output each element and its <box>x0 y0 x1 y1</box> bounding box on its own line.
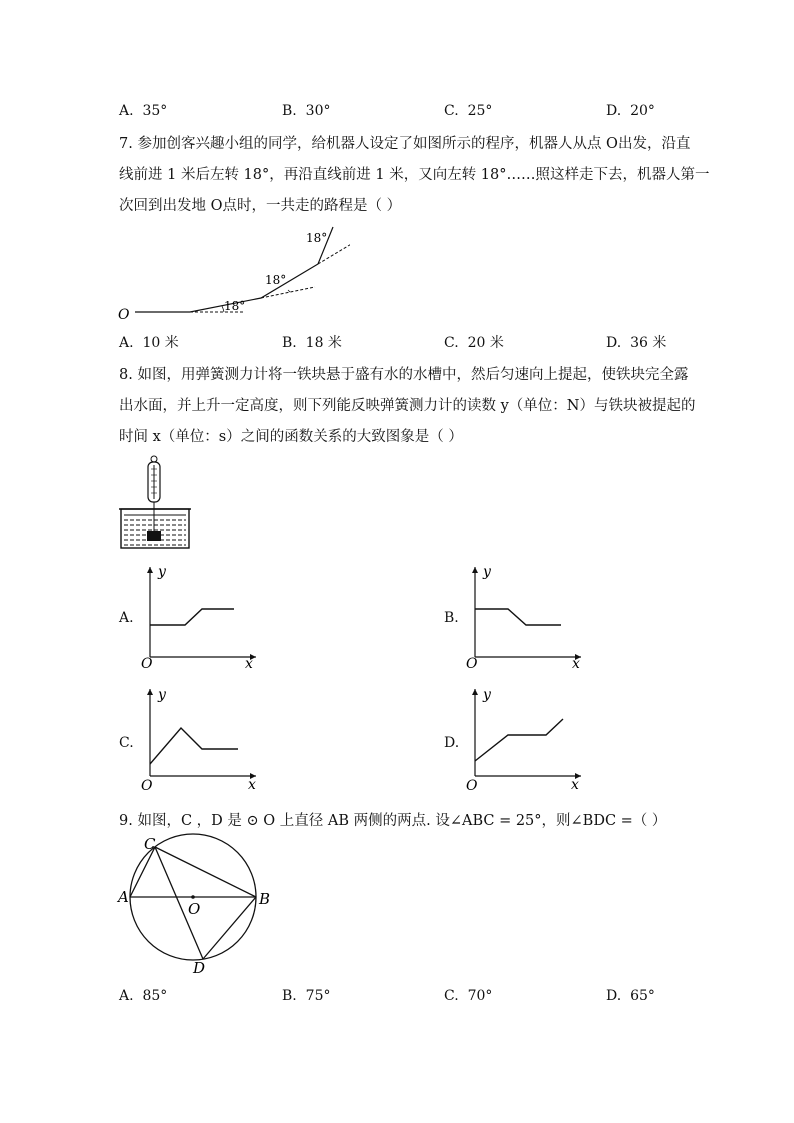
q9-option-b[interactable]: B. 75° <box>282 988 331 1004</box>
svg-text:O: O <box>141 778 153 794</box>
svg-text:y: y <box>483 564 491 580</box>
q8-spring-scale-figure <box>118 455 194 551</box>
q8-text-line-2: 出水面，并上升一定高度，则下列能反映弹簧测力计的读数 y（单位：N）与铁块被提起的 <box>119 398 696 414</box>
q8-graph-b[interactable] <box>461 562 586 670</box>
q9-circle-figure <box>114 832 274 978</box>
svg-text:x: x <box>245 656 253 670</box>
svg-text:x: x <box>571 777 579 793</box>
svg-text:C: C <box>144 835 156 853</box>
q7-text-line-3: 次回到出发地 O点时，一共走的路程是（ ） <box>119 198 402 214</box>
q7-angle-label-2: 18° <box>265 273 287 287</box>
q7-text-line-1: 7. 参加创客兴趣小组的同学，给机器人设定了如图所示的程序，机器人从点 O出发，沿直 <box>119 136 691 152</box>
q8-graph-a[interactable] <box>136 562 261 670</box>
q9-option-d[interactable]: D. 65° <box>606 988 655 1004</box>
svg-text:y: y <box>158 687 166 703</box>
q9-text-line-1: 9. 如图，C ，D 是 ⊙ O 上直径 AB 两侧的两点. 设∠ABC = 25°，则∠BDC =（ ） <box>119 813 667 829</box>
q6-option-d[interactable]: D. 20° <box>606 103 655 119</box>
q8-option-b-letter[interactable]: B. <box>444 610 459 626</box>
svg-text:O: O <box>188 900 201 918</box>
svg-text:x: x <box>572 656 580 670</box>
svg-text:O: O <box>141 656 153 670</box>
q6-option-b[interactable]: B. 30° <box>282 103 331 119</box>
q9-option-c[interactable]: C. 70° <box>444 988 493 1004</box>
q8-option-c-letter[interactable]: C. <box>119 735 134 751</box>
svg-text:x: x <box>248 777 256 793</box>
q7-text-line-2: 线前进 1 米后左转 18°，再沿直线前进 1 米，又向左转 18°……照这样走下去，机器人第一 <box>119 167 710 183</box>
q7-option-b[interactable]: B. 18 米 <box>282 335 342 351</box>
q7-origin-label: O <box>118 307 130 323</box>
q6-option-a[interactable]: A. 35° <box>119 103 168 119</box>
svg-text:y: y <box>483 687 491 703</box>
q7-robot-path-figure <box>110 222 350 324</box>
q7-option-d[interactable]: D. 36 米 <box>606 335 667 351</box>
svg-text:O: O <box>466 656 478 670</box>
q8-text-line-3: 时间 x（单位：s）之间的函数关系的大致图象是（ ） <box>119 429 463 445</box>
q8-graph-d[interactable] <box>461 687 586 795</box>
svg-text:B: B <box>259 890 271 908</box>
svg-text:O: O <box>466 778 478 794</box>
q8-option-a-letter[interactable]: A. <box>119 610 134 626</box>
q7-option-c[interactable]: C. 20 米 <box>444 335 504 351</box>
q6-option-c[interactable]: C. 25° <box>444 103 493 119</box>
q7-option-a[interactable]: A. 10 米 <box>119 335 179 351</box>
q7-angle-label-1: 18° <box>224 299 246 313</box>
q7-angle-label-3: 18° <box>306 231 328 245</box>
q8-text-line-1: 8. 如图，用弹簧测力计将一铁块悬于盛有水的水槽中，然后匀速向上提起，使铁块完全露 <box>119 367 689 383</box>
svg-text:A: A <box>118 888 129 906</box>
svg-text:y: y <box>158 564 166 580</box>
svg-text:D: D <box>193 959 206 977</box>
q9-option-a[interactable]: A. 85° <box>119 988 168 1004</box>
q8-option-d-letter[interactable]: D. <box>444 735 460 751</box>
q8-graph-c[interactable] <box>136 687 261 795</box>
